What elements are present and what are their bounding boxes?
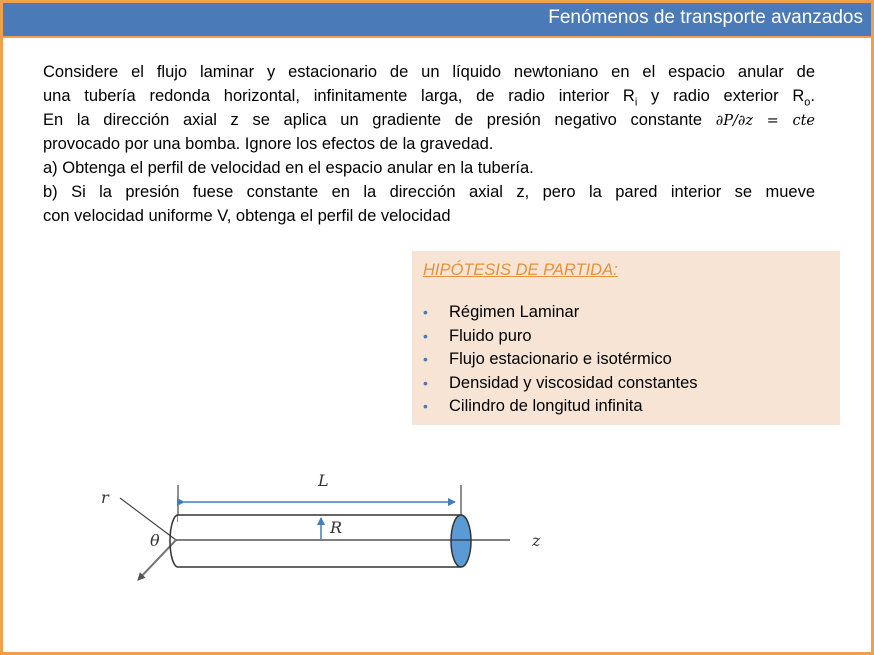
cylinder-fill <box>178 515 461 567</box>
statement-line <box>43 85 815 109</box>
bullet-icon: • <box>423 304 428 320</box>
hypothesis-text: Régimen Laminar <box>449 303 580 321</box>
hypothesis-item <box>412 348 698 372</box>
bullet-icon: • <box>423 374 428 391</box>
hypotheses-list <box>412 301 698 419</box>
hypothesis-item <box>412 325 698 349</box>
subscript-o: o <box>804 96 811 109</box>
label-L: L <box>318 471 329 490</box>
slide-header <box>3 3 871 38</box>
label-r: r <box>101 488 109 507</box>
bullet-icon: • <box>423 351 428 367</box>
question-b-continued: con velocidad uniforme V, obtenga el perfil de velocidad <box>43 206 451 225</box>
label-z: z <box>532 531 541 550</box>
statement-text: y radio exterior R <box>637 86 805 105</box>
bullet-icon: • <box>423 327 428 344</box>
hypothesis-item <box>412 372 698 396</box>
cylinder-diagram <box>90 460 560 595</box>
problem-statement <box>43 61 815 229</box>
slide-title: Fenómenos de transporte avanzados <box>548 7 863 28</box>
hypothesis-item <box>412 301 698 325</box>
hypothesis-text: Flujo estacionario e isotérmico <box>449 350 672 368</box>
statement-line <box>43 109 815 134</box>
hypothesis-text: Fluido puro <box>449 326 532 345</box>
pressure-gradient-formula: ∂P/∂z = cte <box>715 112 815 129</box>
statement-line: Considere el flujo laminar y estacionario de un líquido newtoniano en el espacio anular de <box>43 63 815 81</box>
question-b: b) Si la presión fuese constante en la dirección axial z, pero la pared interior se mueve <box>43 182 815 201</box>
subscript-i: i <box>634 96 638 109</box>
hypothesis-item <box>412 395 698 419</box>
hypotheses-box <box>412 251 840 425</box>
label-R: R <box>330 518 343 537</box>
statement-text: . <box>810 86 815 105</box>
statement-text: En la dirección axial z se aplica un gradiente de presión negativo constante <box>43 110 716 129</box>
label-theta: θ <box>150 531 160 550</box>
cylinder-right-end <box>451 515 471 567</box>
hypothesis-text: Cilindro de longitud infinita <box>449 397 643 415</box>
hypotheses-title: HIPÓTESIS DE PARTIDA: <box>423 261 618 279</box>
hypothesis-text: Densidad y viscosidad constantes <box>449 373 698 392</box>
statement-text: una tubería redonda horizontal, infinitamente larga, de radio interior R <box>43 86 635 105</box>
r-axis-line <box>120 498 176 540</box>
statement-line: provocado por una bomba. Ignore los efectos de la gravedad. <box>43 135 494 154</box>
bullet-icon: • <box>423 398 428 414</box>
question-a: a) Obtenga el perfil de velocidad en el espacio anular en la tubería. <box>43 159 534 178</box>
